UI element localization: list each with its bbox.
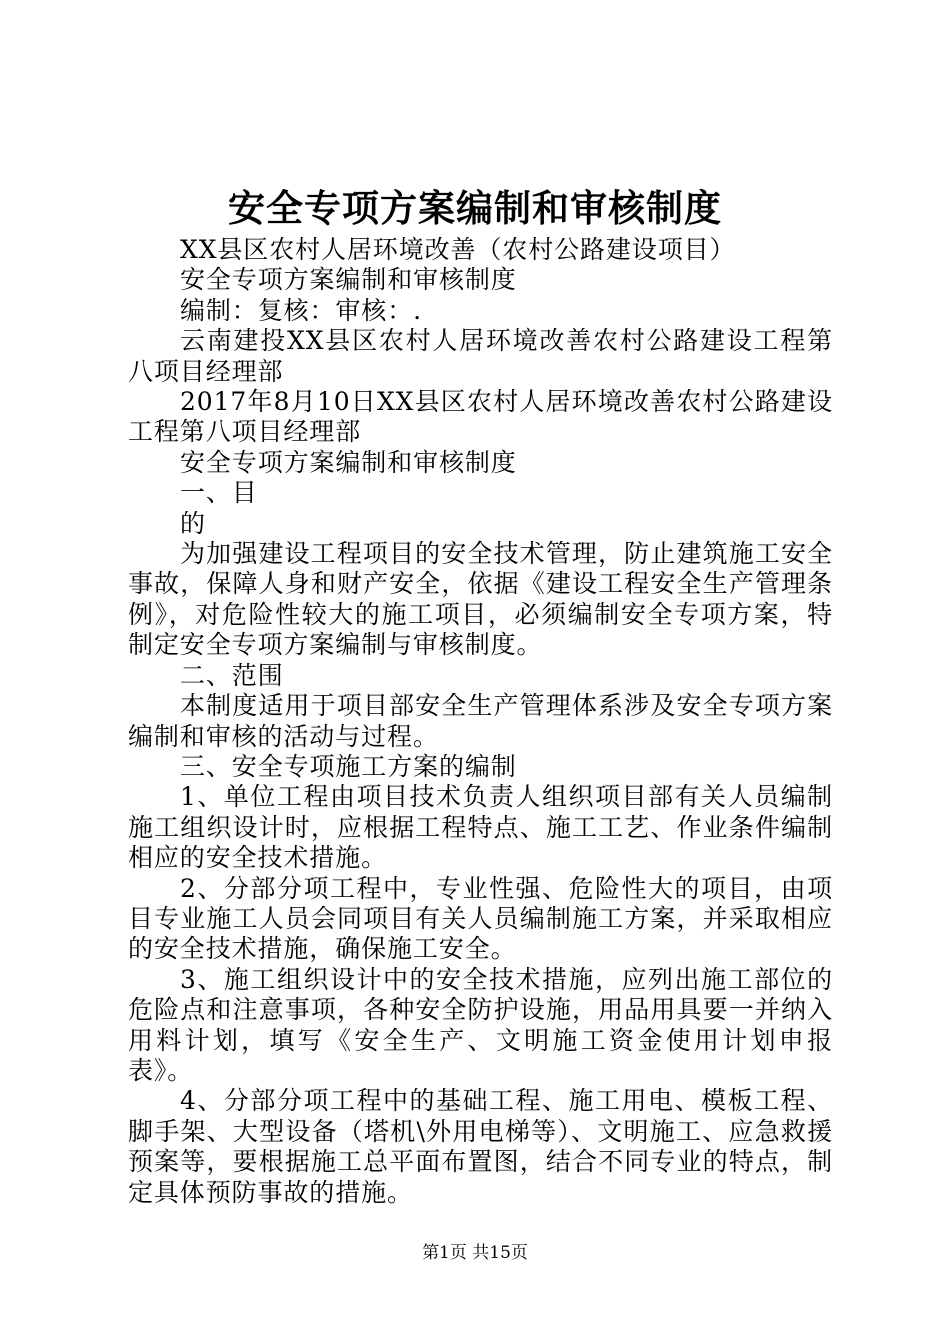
section-heading-purpose: 一、目 — [180, 478, 258, 508]
paragraph-subtitle: 安全专项方案编制和审核制度 — [180, 265, 517, 295]
section-heading-scope: 二、范围 — [180, 660, 284, 690]
paragraph-item-2: 2、分部分项工程中，专业性强、危险性大的项目，由项目专业施工人员会同项目有关人员编制施工方案，并采取相应的安全技术措施，确保施工安全。 — [128, 873, 833, 964]
paragraph-heading-repeat: 安全专项方案编制和审核制度 — [180, 447, 517, 477]
paragraph-purpose: 为加强建设工程项目的安全技术管理，防止建筑施工安全事故，保障人身和财产安全，依据《建设工程安全生产管理条例》，对危险性较大的施工项目，必须编制安全专项方案，特制定安全专项方案编制与审核制度。 — [128, 539, 833, 660]
page-footer: 第1页 共15页 — [422, 1243, 528, 1263]
section-heading-compilation: 三、安全专项施工方案的编制 — [180, 751, 517, 781]
document-title: 安全专项方案编制和审核制度 — [228, 186, 722, 230]
document-body — [128, 235, 833, 1208]
paragraph-item-4: 4、分部分项工程中的基础工程、施工用电、模板工程、脚手架、大型设备（塔机\外用电梯等）、文明施工、应急救援预案等，要根据施工总平面布置图，结合不同专业的特点，制定具体预防事故的措施。 — [128, 1086, 833, 1207]
section-heading-purpose-cont: 的 — [180, 508, 206, 538]
paragraph-item-3: 3、施工组织设计中的安全技术措施，应列出施工部位的危险点和注意事项，各种安全防护设施，用品用具要一并纳入用料计划，填写《安全生产、文明施工资金使用计划申报表》。 — [128, 964, 833, 1085]
paragraph-scope: 本制度适用于项目部安全生产管理体系涉及安全专项方案编制和审核的活动与过程。 — [128, 691, 833, 751]
paragraph-item-1: 1、单位工程由项目技术负责人组织项目部有关人员编制施工组织设计时，应根据工程特点、施工工艺、作业条件编制相应的安全技术措施。 — [128, 782, 833, 873]
paragraph-date-organization: 2017年8月10日XX县区农村人居环境改善农村公路建设工程第八项目经理部 — [128, 387, 833, 447]
paragraph-organization: 云南建投XX县区农村人居环境改善农村公路建设工程第八项目经理部 — [128, 326, 833, 386]
paragraph-signatures: 编制：复核：审核：. — [180, 295, 422, 325]
paragraph-project-name: XX县区农村人居环境改善（农村公路建设项目） — [180, 235, 736, 264]
